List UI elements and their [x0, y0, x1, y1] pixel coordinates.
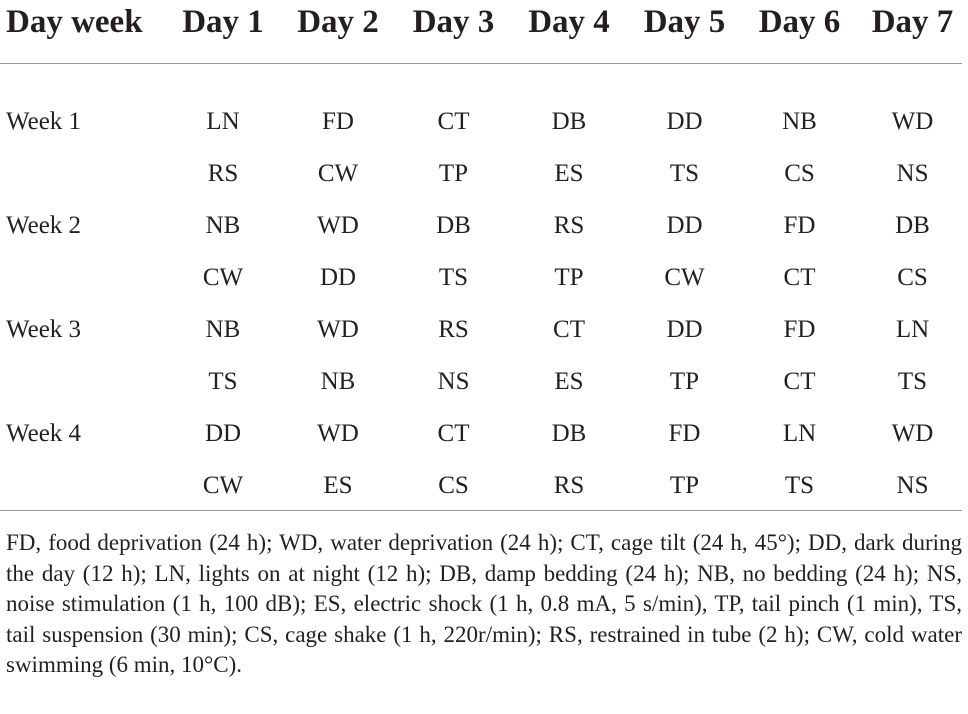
table-cell: DD	[204, 420, 242, 447]
table-cell: CW	[664, 264, 705, 291]
week-label-empty	[0, 356, 166, 408]
header-cell-day-7: Day 7	[871, 3, 954, 40]
header-cell-day-5: Day 5	[643, 3, 726, 40]
table-cell: NB	[205, 212, 241, 239]
table-cell: TS	[897, 368, 928, 395]
table-cell: ES	[323, 472, 353, 499]
table-cell: DB	[551, 108, 587, 135]
table-cell: NS	[437, 368, 470, 395]
table-cell: DD	[319, 264, 357, 291]
table-cell: DD	[666, 212, 703, 239]
table-cell: RS	[438, 316, 469, 343]
table-cell: RS	[207, 160, 239, 187]
table-cell: LN	[895, 316, 930, 343]
table-cell: WD	[317, 316, 359, 343]
table-cell: TS	[669, 160, 700, 187]
table-cell: LN	[782, 420, 817, 447]
table-footnote: FD, food deprivation (24 h); WD, water deprivation (24 h); CT, cage tilt (24 h, 45°); DD, dark during the day (12 h); LN, lights on at night (12 h); DB, damp bedding (24 h); NB, no bedding (24 h); NS, noise stimulation (1 h, 100 dB); ES, electric shock (1 h, 0.8 mA, 5 s/min), TP, tail pinch (1 min), TS, tail suspension (30 min); CS, cage shake (1 h, 220r/min); RS, restrained in tube (2 h); CW, cold water swimming (6 min, 10°C).	[6, 530, 962, 677]
table-cell: FD	[783, 212, 816, 239]
table-cell: TS	[438, 264, 469, 291]
week-label: Week 4	[6, 420, 82, 447]
table-cell: NS	[896, 472, 929, 499]
table-cell: RS	[553, 472, 585, 499]
table-cell: WD	[317, 420, 359, 447]
table-cell: NB	[320, 368, 356, 395]
table-cell: FD	[668, 420, 701, 447]
table-cell: CW	[202, 472, 244, 499]
header-divider	[0, 63, 962, 64]
table-cell: CT	[553, 316, 585, 343]
weeks-body	[0, 96, 968, 512]
header-cell-day-4: Day 4	[528, 3, 610, 40]
table-cell: TS	[208, 368, 238, 395]
table-cell: LN	[206, 108, 240, 135]
table-cell: CS	[438, 472, 469, 499]
table-cell: NB	[782, 108, 817, 135]
table-row	[0, 460, 968, 512]
table-cell: TS	[784, 472, 815, 499]
table-cell: TP	[669, 368, 700, 395]
table-cell: CT	[783, 368, 816, 395]
table-row	[0, 148, 968, 200]
table-cell: RS	[553, 212, 585, 239]
header-cell-day-1: Day 1	[182, 3, 264, 40]
table-cell: CT	[437, 108, 470, 135]
table-row	[0, 304, 968, 356]
table-cell: ES	[554, 160, 584, 187]
table-cell: NB	[205, 316, 241, 343]
table-cell: DB	[551, 420, 587, 447]
header-row	[0, 0, 968, 44]
table-cell: CS	[897, 264, 928, 291]
table-cell: WD	[891, 108, 934, 135]
week-label-empty	[0, 460, 166, 512]
week-label: Week 2	[6, 212, 82, 239]
table-cell: CT	[437, 420, 470, 447]
week-label: Week 3	[6, 316, 82, 343]
table-row	[0, 408, 968, 460]
table-cell: CW	[317, 160, 359, 187]
header-cell-day-week: Day week	[6, 3, 143, 40]
week-label-empty	[0, 252, 166, 304]
table-cell: NS	[896, 160, 929, 187]
header-cell-day-6: Day 6	[758, 3, 841, 40]
table-cell: TP	[554, 264, 584, 291]
table-row	[0, 96, 968, 148]
table-cell: DB	[895, 212, 930, 239]
table-cell: WD	[317, 212, 359, 239]
table-row	[0, 252, 968, 304]
header-cell-day-2: Day 2	[297, 3, 379, 40]
table-cell: DB	[436, 212, 471, 239]
table-cell: CW	[202, 264, 244, 291]
header-cell-day-3: Day 3	[412, 3, 495, 40]
header-spacer	[0, 44, 968, 96]
table-cell: WD	[891, 420, 934, 447]
table-cell: CT	[783, 264, 816, 291]
table-cell: DD	[666, 108, 703, 135]
table-cell: FD	[783, 316, 816, 343]
table-bottom-divider	[0, 510, 962, 511]
table-cell: TP	[669, 472, 700, 499]
week-label: Week 1	[6, 108, 82, 135]
table-cell: CS	[784, 160, 815, 187]
table-cell: TP	[438, 160, 469, 187]
table-cell: DD	[666, 316, 703, 343]
table-cell: ES	[554, 368, 584, 395]
table-body	[0, 44, 968, 96]
table-cell: FD	[322, 108, 354, 135]
table-row	[0, 200, 968, 252]
table-row	[0, 356, 968, 408]
week-label-empty	[0, 148, 166, 200]
